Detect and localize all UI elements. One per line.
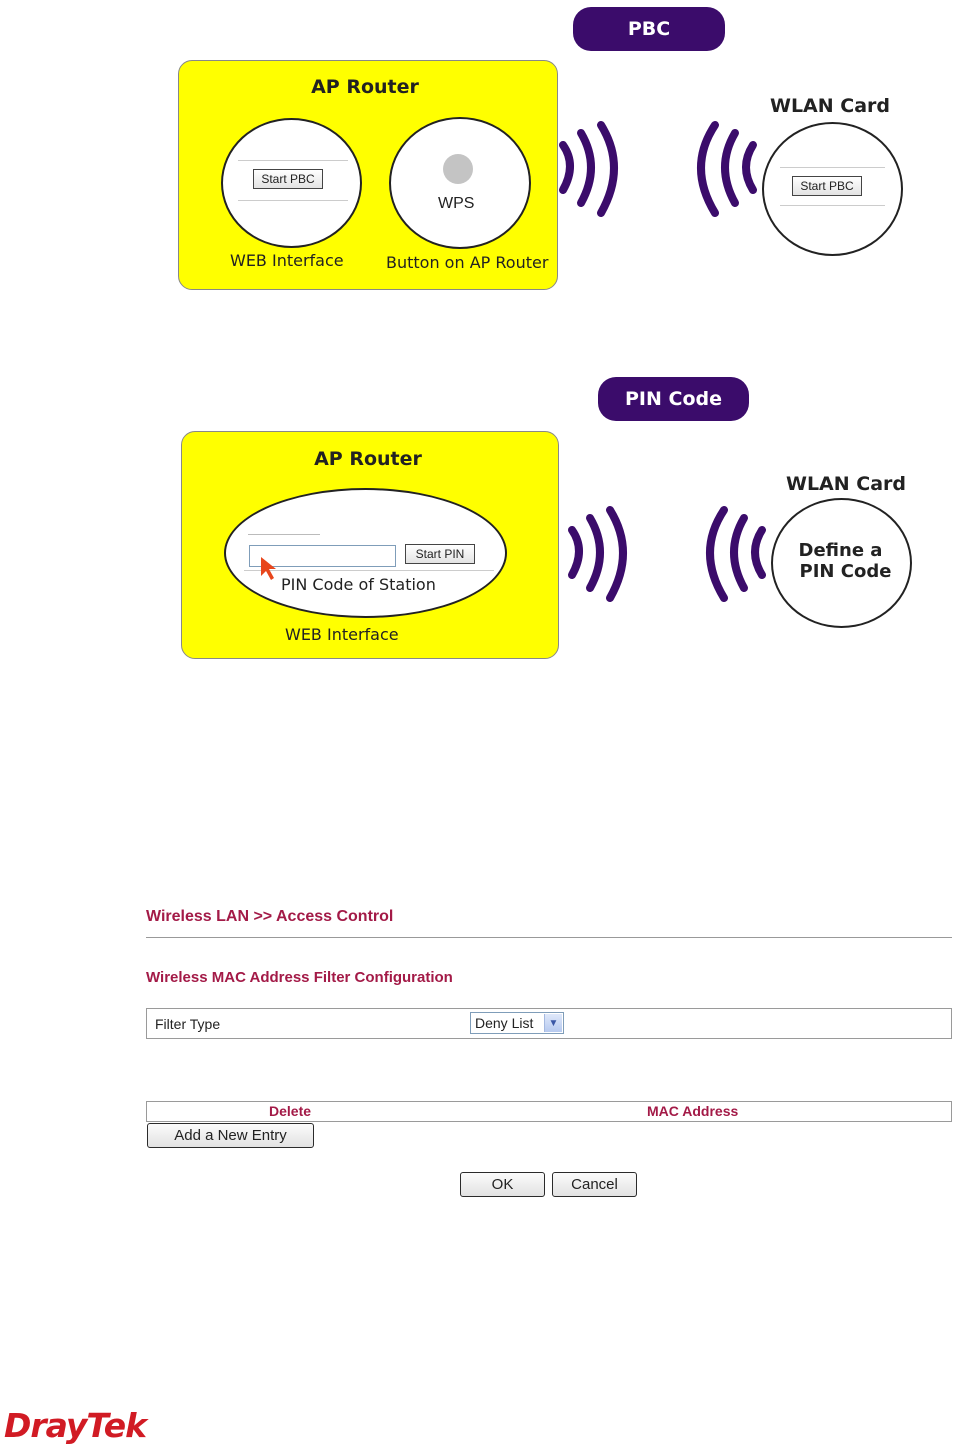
pbc-web-interface-label: WEB Interface <box>230 251 344 270</box>
pin-web-interface-label: WEB Interface <box>285 625 399 644</box>
divider <box>780 205 885 206</box>
pin-wlan-card-title: WLAN Card <box>785 473 907 495</box>
pin-code-pill: PIN Code <box>598 377 749 421</box>
filter-type-value: Deny List <box>475 1015 534 1031</box>
ok-button[interactable]: OK <box>460 1172 545 1197</box>
pin-wireless-signal-icon <box>564 500 774 610</box>
wave-right-3 <box>610 510 623 598</box>
define-pin-line2: PIN Code <box>799 561 892 582</box>
pbc-pill: PBC <box>573 7 725 51</box>
wave-right-3 <box>601 125 614 213</box>
wave-left-1 <box>755 530 762 575</box>
cancel-button[interactable]: Cancel <box>552 1172 637 1197</box>
button-on-ap-router-label: Button on AP Router <box>386 253 549 272</box>
mac-address-table <box>146 1101 952 1122</box>
draytek-logo: DrayTek <box>4 1406 147 1445</box>
divider <box>238 160 348 161</box>
start-pbc-button[interactable]: Start PBC <box>253 169 323 189</box>
wave-right-1 <box>563 145 570 190</box>
wlan-start-pbc-button[interactable]: Start PBC <box>792 176 862 196</box>
col-mac-address: MAC Address <box>647 1103 739 1119</box>
divider <box>780 167 885 168</box>
pbc-wlan-card-title: WLAN Card <box>769 95 891 117</box>
add-new-entry-button[interactable]: Add a New Entry <box>147 1123 314 1148</box>
start-pin-button[interactable]: Start PIN <box>405 544 475 564</box>
breadcrumb: Wireless LAN >> Access Control <box>146 908 394 925</box>
wave-left-1 <box>746 145 753 190</box>
pbc-wireless-signal-icon <box>555 115 765 225</box>
cursor-arrow-icon <box>259 556 281 582</box>
header-divider <box>146 937 952 938</box>
wave-left-3 <box>710 510 724 598</box>
filter-type-row <box>146 1008 952 1039</box>
wps-label: WPS <box>438 195 475 212</box>
pin-ap-router-title: AP Router <box>314 448 422 470</box>
chevron-down-icon[interactable]: ▼ <box>544 1014 562 1032</box>
filter-type-select[interactable] <box>470 1012 564 1034</box>
filter-type-label: Filter Type <box>155 1016 221 1032</box>
section-title: Wireless MAC Address Filter Configuration <box>146 969 453 986</box>
wave-right-2 <box>590 518 600 588</box>
divider <box>238 200 348 201</box>
tab-stub <box>248 522 320 535</box>
wave-left-2 <box>734 518 744 588</box>
col-delete: Delete <box>269 1103 312 1119</box>
wave-left-2 <box>725 133 735 203</box>
wave-right-1 <box>572 530 579 575</box>
pbc-ap-router-title: AP Router <box>311 76 419 98</box>
wps-button-icon <box>443 154 473 184</box>
divider <box>244 570 494 571</box>
define-pin-line1: Define a <box>798 540 883 561</box>
wave-right-2 <box>581 133 591 203</box>
pin-code-of-station-label: PIN Code of Station <box>281 575 436 594</box>
wave-left-3 <box>701 125 715 213</box>
